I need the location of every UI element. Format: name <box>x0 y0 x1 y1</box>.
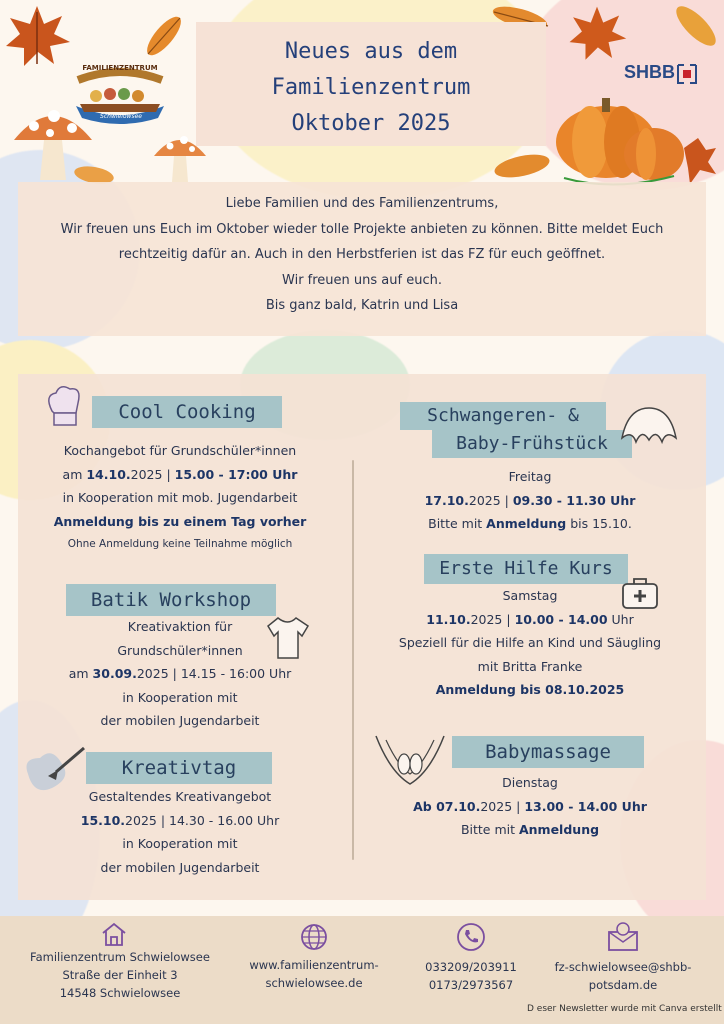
erste-hilfe-line3: Speziell für die Hilfe an Kind und Säugling <box>398 635 662 650</box>
cooking-line4: Anmeldung bis zu einem Tag vorher <box>53 513 307 529</box>
kreativtag-line2: 15.10.2025 | 14.30 - 16.00 Uhr <box>80 812 280 828</box>
babymassage-line1: Dienstag <box>502 775 558 790</box>
erste-hilfe-line4: mit Britta Franke <box>477 658 583 674</box>
kreativtag-line1: Gestaltendes Kreativangebot <box>88 789 272 804</box>
footer-website-line1: www.familienzentrum- <box>249 958 379 972</box>
batik-line1: Kreativaktion für <box>127 619 233 634</box>
pumpkin-icon <box>494 88 718 194</box>
batik-details <box>40 615 320 733</box>
babymassage-details <box>370 771 690 842</box>
erste-hilfe-title: Erste Hilfe Kurs <box>424 554 628 584</box>
cooking-title: Cool Cooking <box>92 396 282 428</box>
batik-line4: in Kooperation mit <box>122 689 238 705</box>
footer-website-line2: schwielowsee.de <box>265 976 363 990</box>
intro-text <box>18 182 706 336</box>
cooking-line1: Kochangebot für Grundschüler*innen <box>63 443 297 458</box>
footer-website[interactable] <box>226 956 402 992</box>
footer-email-line1: fz-schwielowsee@shbb- <box>554 960 692 974</box>
fruehstueck-title-2: Baby-Frühstück <box>432 430 632 458</box>
intro-line3: rechtzeitig dafür an. Auch in den Herbstferien ist das FZ für euch geöffnet. <box>118 247 606 262</box>
batik-line5: der mobilen Jugendarbeit <box>100 713 260 728</box>
erste-hilfe-line5: Anmeldung bis 08.10.2025 <box>435 682 625 697</box>
intro-line1: Liebe Familien und des Familienzentrums, <box>225 196 499 211</box>
fruehstueck-title-1: Schwangeren- & <box>400 402 606 430</box>
page-title-line1: Neues aus dem <box>284 39 458 64</box>
footer-phone[interactable] <box>404 958 538 994</box>
footer-email[interactable] <box>546 958 700 994</box>
footer-address <box>10 948 230 1002</box>
footer-phone-line2: 0173/2973567 <box>428 978 514 992</box>
shbb-logo-mark <box>675 62 699 86</box>
footer-address-line1: Familienzentrum Schwielowsee <box>30 950 210 964</box>
page-title-line3: Oktober 2025 <box>291 111 451 136</box>
batik-line3: am 30.09.2025 | 14.15 - 16:00 Uhr <box>68 666 292 681</box>
erste-hilfe-details <box>370 584 690 702</box>
phone-icon <box>456 922 486 952</box>
page-title-line2: Familienzentrum <box>271 75 471 100</box>
intro-line2: Wir freuen uns Euch im Oktober wieder tolle Projekte anbieten zu können. Bitte meldet Euch <box>60 221 664 237</box>
autumn-leaf-icon <box>138 10 190 62</box>
intro-line5: Bis ganz bald, Katrin und Lisa <box>265 298 459 313</box>
cooking-line5: Ohne Anmeldung keine Teilnahme möglich <box>67 538 293 550</box>
erste-hilfe-line1: Samstag <box>502 588 558 603</box>
autumn-leaf-icon <box>668 0 724 52</box>
shbb-logo-text: SHBB <box>624 62 676 82</box>
logo-banner-sub: Schwielowsee <box>100 113 142 120</box>
footer-phone-line1: 033209/203911 <box>425 960 517 974</box>
croissant-icon <box>618 402 680 450</box>
house-icon <box>100 921 128 947</box>
fruehstueck-details <box>370 465 690 536</box>
autumn-leaf-icon <box>2 2 72 74</box>
babymassage-line2: Ab 07.10.2025 | 13.00 - 14.00 Uhr <box>413 798 647 814</box>
logo-banner-text: FAMILIENZENTRUM <box>82 64 158 72</box>
fruehstueck-line3: Bitte mit Anmeldung bis 15.10. <box>428 516 632 531</box>
mail-icon <box>606 920 640 952</box>
footer-address-line2: Straße der Einheit 3 <box>62 968 178 982</box>
babymassage-line3: Bitte mit Anmeldung <box>460 822 600 837</box>
kreativtag-title: Kreativtag <box>86 752 272 784</box>
erste-hilfe-line2: 11.10.2025 | 10.00 - 14.00 Uhr <box>426 611 634 627</box>
globe-icon <box>300 923 328 951</box>
footer-email-line2: potsdam.de <box>588 978 658 992</box>
cooking-line2: am 14.10.2025 | 15.00 - 17:00 Uhr <box>62 466 298 482</box>
autumn-leaf-icon <box>566 2 628 68</box>
fruehstueck-line1: Freitag <box>508 469 552 484</box>
column-divider <box>352 460 354 860</box>
batik-line2: Grundschüler*innen <box>117 642 243 658</box>
footer-address-line3: 14548 Schwielowsee <box>59 986 181 1000</box>
chef-hat-icon <box>44 383 84 431</box>
kreativtag-line3: in Kooperation mit <box>122 836 238 851</box>
babymassage-title: Babymassage <box>452 736 644 768</box>
kreativtag-line4: der mobilen Jugendarbeit <box>100 859 260 875</box>
cooking-details <box>30 439 330 557</box>
canva-credit: D eser Newsletter wurde mit Canva erstellt <box>527 1004 722 1014</box>
kreativtag-details <box>30 785 330 879</box>
intro-line4: Wir freuen uns auf euch. <box>282 272 442 288</box>
batik-title: Batik Workshop <box>66 584 276 616</box>
fruehstueck-line2: 17.10.2025 | 09.30 - 11.30 Uhr <box>424 492 636 508</box>
cooking-line3: in Kooperation mit mob. Jugendarbeit <box>62 490 298 505</box>
